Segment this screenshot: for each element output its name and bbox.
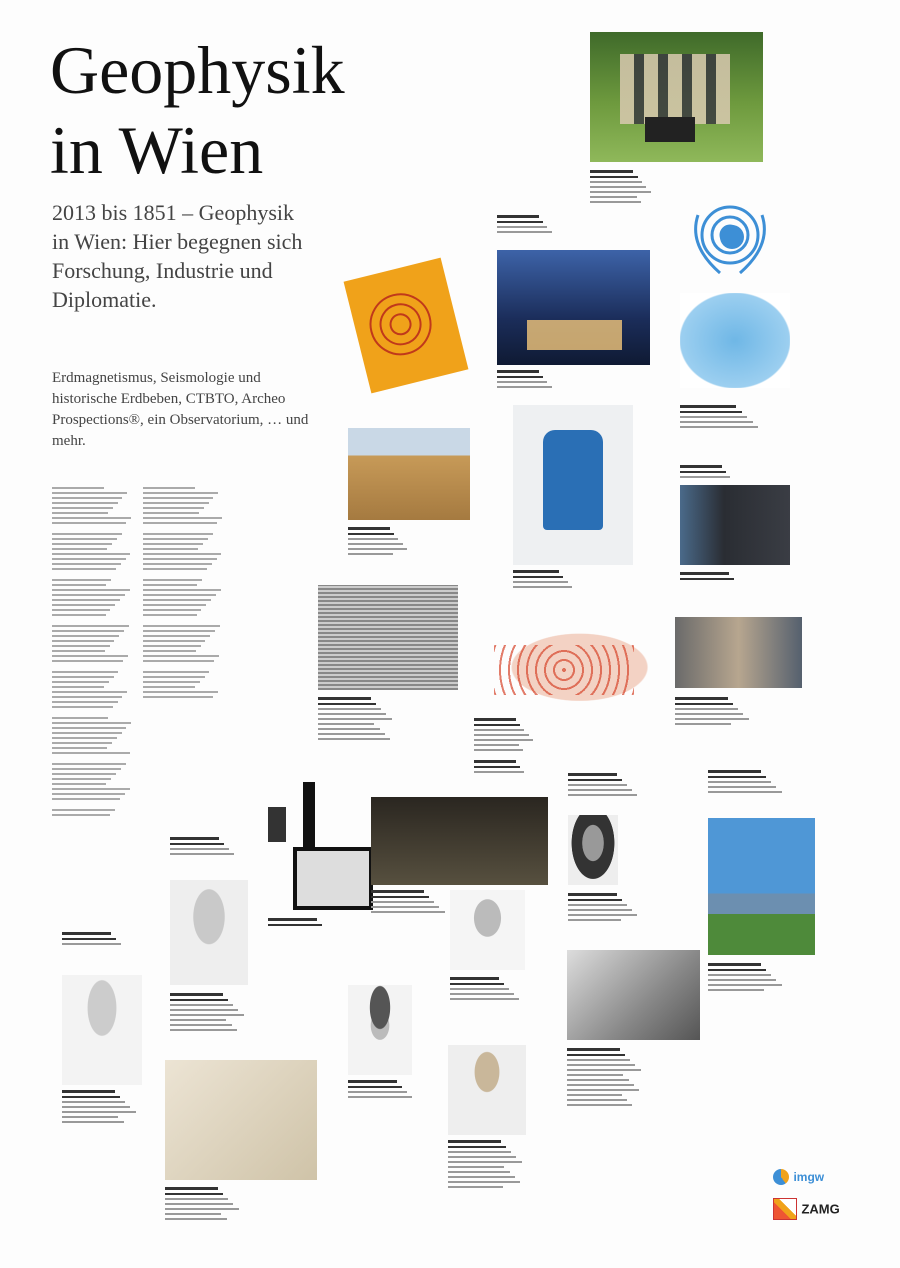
meeting-room-photo (675, 617, 802, 688)
image-caption (680, 405, 760, 431)
seismometer-instrument-photo (513, 405, 633, 565)
zamg-logo: ZAMG (773, 1198, 840, 1220)
image-caption (680, 572, 750, 583)
team-photo (590, 32, 763, 162)
image-caption (680, 465, 740, 481)
image-caption (675, 697, 750, 728)
historic-railway-photo (567, 950, 700, 1040)
image-caption (348, 1080, 418, 1101)
image-caption (708, 963, 783, 994)
historic-map-engraving (165, 1060, 317, 1180)
body-text-column-2 (143, 487, 223, 701)
image-caption (474, 718, 534, 754)
portrait-bearded-man (170, 880, 248, 985)
image-caption (268, 918, 338, 929)
observatory-night-photo (497, 250, 650, 365)
image-caption (568, 893, 638, 924)
portrait-emperor (448, 1045, 526, 1135)
image-caption (513, 570, 578, 591)
poster-title: Geophysik in Wien (50, 32, 345, 188)
image-caption (497, 215, 557, 236)
seismograph-apparatus-photo (268, 782, 365, 910)
image-caption (708, 770, 783, 796)
portrait-drawing (450, 890, 525, 970)
image-caption (165, 1187, 240, 1223)
image-caption (448, 1140, 523, 1191)
image-caption (62, 1090, 137, 1126)
poster-subtitle: 2013 bis 1851 – Geophysik in Wien: Hier begegnen sich Forschung, Industrie und Diplomatie. (52, 200, 303, 312)
historic-seismograph-engraving (318, 585, 458, 690)
portrait-man-hat (348, 985, 412, 1075)
poster-lead: Erdmagnetismus, Seismologie und historische Erdbeben, CTBTO, Archeo Prospections®, ein Observatorium, … und mehr. (52, 370, 309, 449)
image-caption (568, 773, 638, 799)
image-caption (170, 993, 245, 1034)
image-caption (450, 977, 520, 1003)
image-caption (170, 837, 240, 858)
body-text-column-1 (52, 487, 132, 819)
portrait-man-1 (568, 815, 618, 885)
image-caption (474, 760, 534, 776)
image-caption (567, 1048, 642, 1109)
image-caption (318, 697, 393, 743)
world-map (680, 293, 790, 388)
austria-earthquake-map (474, 615, 650, 710)
field-survey-photo (348, 428, 470, 520)
portrait-old-man (62, 975, 142, 1085)
archeo-prospection-map (344, 258, 469, 394)
image-caption (590, 170, 652, 206)
image-caption (497, 370, 557, 391)
image-caption (348, 527, 408, 558)
helicopter-photo (708, 818, 815, 955)
seismogram-recording-photo (371, 797, 548, 885)
image-caption (62, 932, 132, 948)
un-emblem (680, 195, 780, 280)
ctbto-delegates-photo (680, 485, 790, 565)
imgw-logo: imgw (773, 1168, 824, 1186)
image-caption (371, 890, 446, 916)
